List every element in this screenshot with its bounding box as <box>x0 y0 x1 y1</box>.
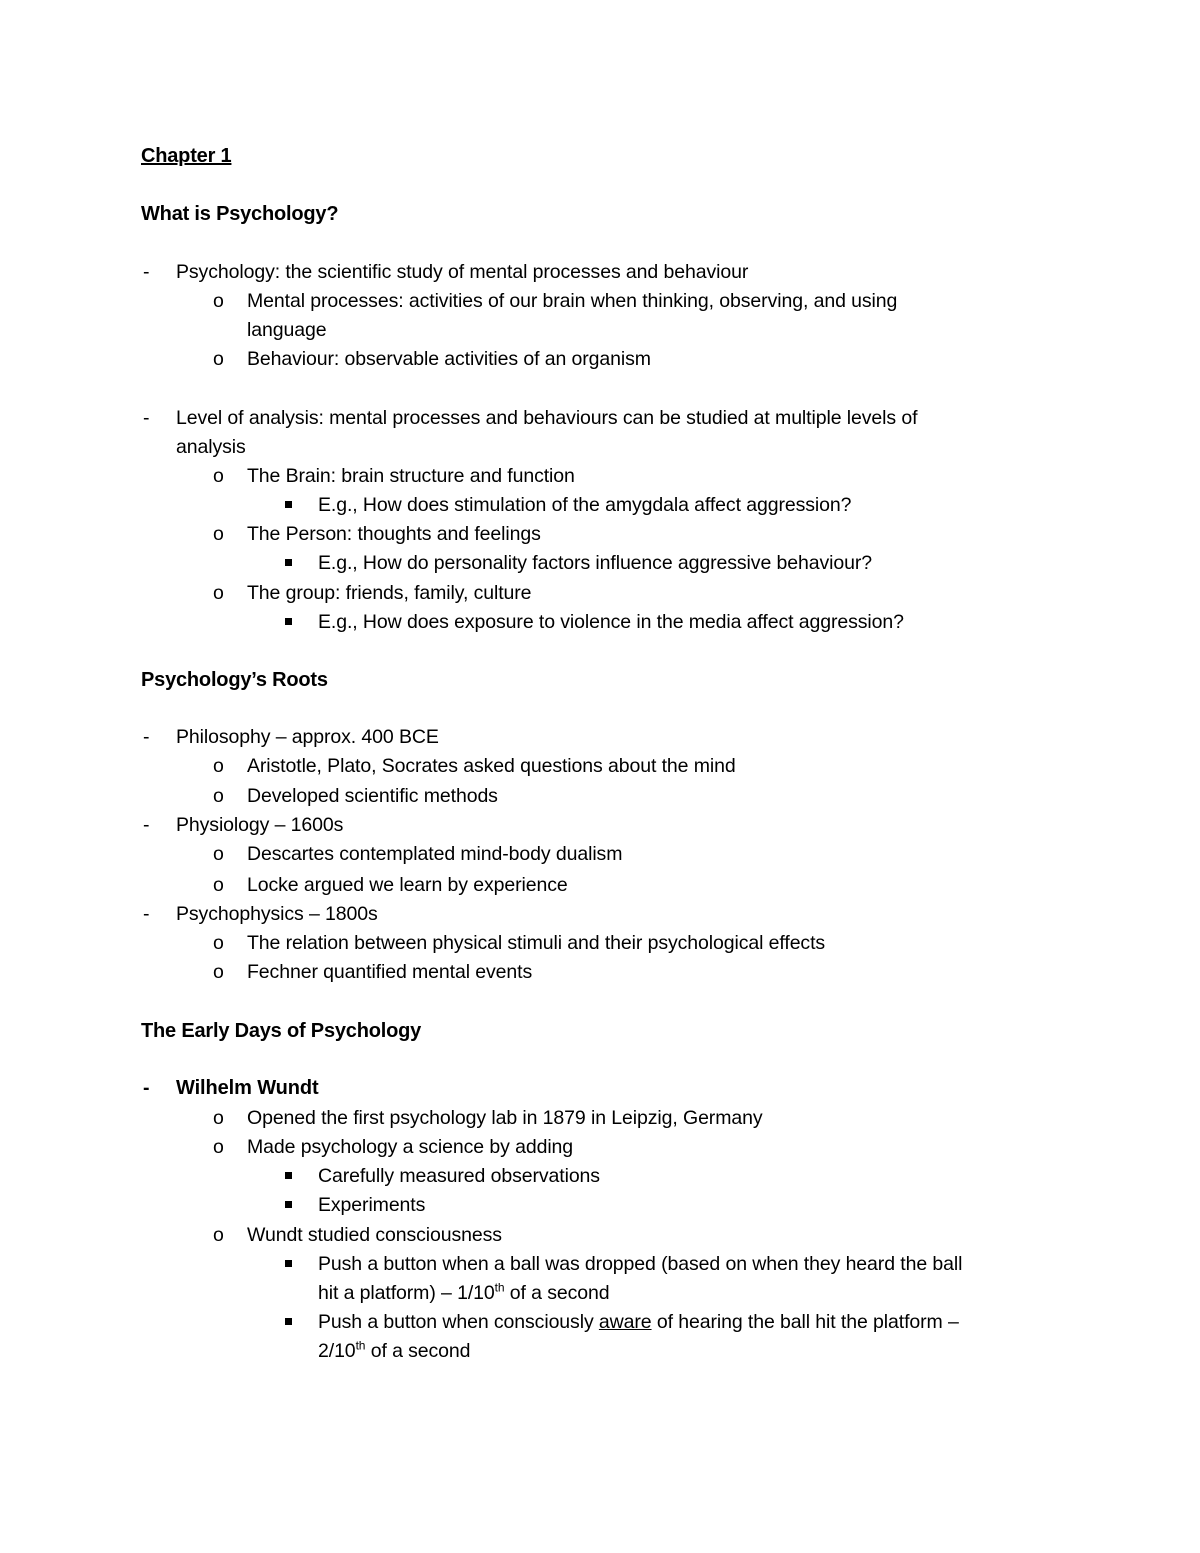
circle-bullet: o <box>213 755 224 777</box>
list-item: The relation between physical stimuli and their psychological effects <box>247 932 826 954</box>
square-bullet-icon <box>285 1172 292 1179</box>
section-heading-psychologys-roots: Psychology’s Roots <box>141 669 328 691</box>
list-item: Fechner quantified mental events <box>247 961 533 983</box>
circle-bullet: o <box>213 582 224 604</box>
circle-bullet: o <box>213 961 224 983</box>
list-item: Opened the first psychology lab in 1879 in Leipzig, Germany <box>247 1107 763 1129</box>
list-item-wilhelm-wundt: Wilhelm Wundt <box>176 1077 319 1099</box>
square-bullet-icon <box>285 618 292 625</box>
text-fragment: hit a platform) – 1/10 <box>318 1282 495 1304</box>
list-item-continuation <box>318 1279 610 1308</box>
circle-bullet: o <box>213 785 224 807</box>
list-item: Carefully measured observations <box>318 1165 600 1187</box>
circle-bullet: o <box>213 932 224 954</box>
list-item: Mental processes: activities of our brain when thinking, observing, and using <box>247 290 898 312</box>
list-item: Locke argued we learn by experience <box>247 874 568 896</box>
text-fragment: of a second <box>504 1282 610 1304</box>
list-item-continuation: language <box>247 319 327 341</box>
dash-bullet: - <box>143 726 150 748</box>
list-item-continuation: analysis <box>176 436 246 458</box>
list-item: Physiology – 1600s <box>176 814 344 836</box>
list-item: E.g., How do personality factors influence aggressive behaviour? <box>318 552 872 574</box>
list-item: The Brain: brain structure and function <box>247 465 575 487</box>
list-item: Psychology: the scientific study of mental processes and behaviour <box>176 261 749 283</box>
text-fragment: of hearing the ball hit the platform – <box>651 1311 959 1333</box>
circle-bullet: o <box>213 843 224 865</box>
superscript: th <box>494 1280 505 1295</box>
text-fragment: 2/10 <box>318 1340 356 1362</box>
list-item: The group: friends, family, culture <box>247 582 532 604</box>
circle-bullet: o <box>213 1136 224 1158</box>
circle-bullet: o <box>213 348 224 370</box>
list-item: Aristotle, Plato, Socrates asked questions about the mind <box>247 755 736 777</box>
list-item: Made psychology a science by adding <box>247 1136 574 1158</box>
chapter-title: Chapter 1 <box>141 145 232 167</box>
dash-bullet: - <box>143 903 150 925</box>
list-item: Experiments <box>318 1194 426 1216</box>
circle-bullet: o <box>213 1107 224 1129</box>
list-item: E.g., How does stimulation of the amygdala affect aggression? <box>318 494 852 516</box>
circle-bullet: o <box>213 874 224 896</box>
text-fragment: Push a button when consciously <box>318 1311 599 1333</box>
list-item <box>318 1308 959 1337</box>
list-item: Wundt studied consciousness <box>247 1224 502 1246</box>
square-bullet-icon <box>285 1260 292 1267</box>
list-item: E.g., How does exposure to violence in the media affect aggression? <box>318 611 904 633</box>
list-item: Push a button when a ball was dropped (based on when they heard the ball <box>318 1253 963 1275</box>
square-bullet-icon <box>285 1201 292 1208</box>
square-bullet-icon <box>285 1318 292 1325</box>
text-fragment: of a second <box>365 1340 471 1362</box>
square-bullet-icon <box>285 559 292 566</box>
list-item: Descartes contemplated mind-body dualism <box>247 843 623 865</box>
dash-bullet: - <box>143 407 150 429</box>
list-item: Philosophy – approx. 400 BCE <box>176 726 439 748</box>
dash-bullet: - <box>143 1077 150 1099</box>
circle-bullet: o <box>213 465 224 487</box>
circle-bullet: o <box>213 290 224 312</box>
list-item: Psychophysics – 1800s <box>176 903 378 925</box>
list-item: Behaviour: observable activities of an organism <box>247 348 651 370</box>
superscript: th <box>355 1338 366 1353</box>
section-heading-what-is-psychology: What is Psychology? <box>141 203 339 225</box>
list-item: Developed scientific methods <box>247 785 498 807</box>
section-heading-early-days: The Early Days of Psychology <box>141 1020 422 1042</box>
square-bullet-icon <box>285 501 292 508</box>
dash-bullet: - <box>143 261 150 283</box>
underlined-word-aware: aware <box>598 1311 652 1333</box>
list-item: Level of analysis: mental processes and behaviours can be studied at multiple levels of <box>176 407 918 429</box>
circle-bullet: o <box>213 1224 224 1246</box>
dash-bullet: - <box>143 814 150 836</box>
list-item-continuation <box>318 1337 470 1366</box>
circle-bullet: o <box>213 523 224 545</box>
list-item: The Person: thoughts and feelings <box>247 523 541 545</box>
